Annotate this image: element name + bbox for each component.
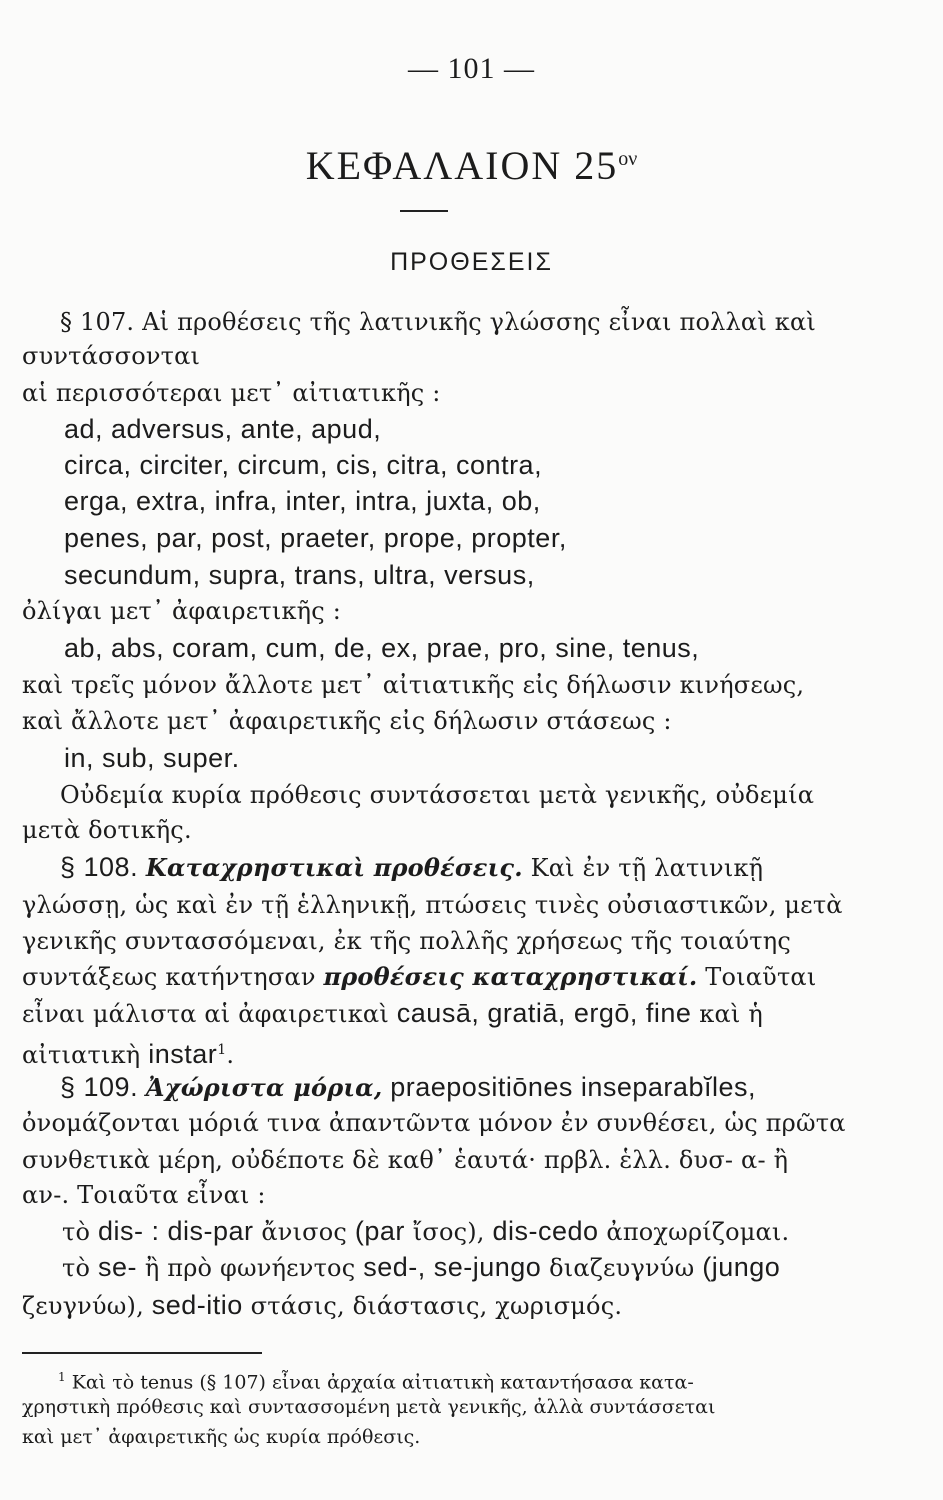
latin-term: dis- : dis-par: [97, 1216, 254, 1246]
paragraph-109-line: [62, 1216, 789, 1247]
text-run: στάσις, διάστασις, χωρισμός.: [250, 1292, 623, 1320]
paragraph-108-line: γενικῆς συντασσόμεναι, ἐκ τῆς πολλῆς χρήσεως τῆς τοιαύτης: [22, 927, 791, 955]
body-line: penes, par, post, praeter, prope, propter,: [64, 523, 567, 553]
body-line: § 107. Αἱ προθέσεις τῆς λατινικῆς γλώσσης εἶναι πολλαὶ καὶ: [60, 308, 816, 336]
body-line: erga, extra, infra, inter, intra, juxta, ob,: [64, 486, 541, 516]
paragraph-109-line: ὀνομάζονται μόριά τινα ἀπαντῶντα μόνον ἐν συνθέσει, ὡς πρῶτα: [22, 1109, 846, 1137]
text-run: ἢ πρὸ φωνήεντος: [144, 1254, 356, 1282]
text-run: .: [226, 1041, 235, 1069]
text-run: καὶ ἡ: [699, 1000, 763, 1028]
chapter-title-text: ΚΕΦΑΛΑΙΟΝ 25: [305, 143, 619, 188]
body-line: ad, adversus, ante, apud,: [64, 414, 382, 444]
chapter-title: [0, 142, 943, 189]
body-line: Οὐδεμία κυρία πρόθεσις συντάσσεται μετὰ γενικῆς, οὐδεμία: [60, 781, 815, 809]
latin-term: se-: [97, 1252, 137, 1282]
footnote-ref: 1: [217, 1042, 227, 1058]
text-run: ἄνισος: [261, 1218, 348, 1246]
footnote-line: χρηστικὴ πρόθεσις καὶ συντασσομένη μετὰ γενικῆς, ἀλλὰ συντάσσεται: [22, 1396, 716, 1418]
latin-term: dis-cedo: [492, 1216, 599, 1246]
text-run: ἀποχωρίζομαι.: [606, 1218, 790, 1246]
latin-term: causā, gratiā, ergō, fine: [396, 998, 692, 1028]
paragraph-109-line: αν-. Τοιαῦτα εἶναι :: [22, 1181, 266, 1209]
body-line: μετὰ δοτικῆς.: [22, 816, 192, 844]
section-title: ΠΡΟΘΕΣΕΙΣ: [390, 248, 553, 276]
latin-term: instar: [148, 1039, 218, 1069]
text-run: διαζευγνύω: [549, 1254, 695, 1282]
paragraph-109-line: [62, 1252, 780, 1283]
chapter-divider: [400, 210, 448, 212]
paragraph-109-line: [60, 1072, 756, 1103]
footnote-line: [58, 1364, 694, 1395]
text-run: Τοιαῦται: [705, 963, 817, 991]
text-run: τὸ: [62, 1218, 91, 1246]
paragraph-108-line: [22, 962, 816, 992]
text-run: ἴσος),: [412, 1218, 485, 1246]
body-line: circa, circiter, circum, cis, citra, contra,: [64, 450, 543, 480]
body-line: secundum, supra, trans, ultra, versus,: [64, 560, 535, 590]
footnote-text: Καὶ τὸ tenus (§ 107) εἶναι ἀρχαία αἰτιατικὴ καταντήσασα κατα-: [71, 1371, 694, 1394]
body-line: συντάσσονται: [22, 342, 201, 370]
latin-term: sed-, se-jungo: [363, 1252, 542, 1282]
latin-term: (par: [354, 1216, 405, 1246]
text-run: αἰτιατικὴ: [22, 1041, 141, 1069]
section-number: § 109.: [60, 1072, 139, 1102]
text-run: εἶναι μάλιστα αἱ ἀφαιρετικαὶ: [22, 1000, 389, 1028]
latin-term: praepositiōnes inseparabĭles,: [390, 1072, 756, 1102]
latin-term: sed-itio: [151, 1290, 243, 1320]
section-heading: Ἀχώριστα μόρια,: [145, 1073, 383, 1102]
body-line: αἱ περισσότεραι μετ᾽ αἰτιατικῆς :: [22, 379, 441, 407]
body-line: in, sub, super.: [64, 743, 240, 773]
page-number: — 101 —: [408, 52, 535, 85]
footnote-divider: [22, 1352, 262, 1354]
text-run: τὸ: [62, 1254, 91, 1282]
chapter-ordinal-suffix: ον: [618, 148, 638, 170]
latin-term: (jungo: [702, 1252, 781, 1282]
footnote-marker: 1: [58, 1370, 66, 1384]
paragraph-108-line: γλώσσῃ, ὡς καὶ ἐν τῇ ἑλληνικῇ, πτώσεις τινὲς οὐσιαστικῶν, μετὰ: [22, 891, 843, 919]
body-line: καὶ ἄλλοτε μετ᾽ ἀφαιρετικῆς εἰς δήλωσιν στάσεως :: [22, 707, 672, 735]
paragraph-108-line: [22, 998, 763, 1029]
body-line: ὀλίγαι μετ᾽ ἀφαιρετικῆς :: [22, 597, 341, 625]
paragraph-108-line: [60, 852, 763, 883]
section-number: § 108.: [60, 852, 139, 882]
text-run: Καὶ ἐν τῇ λατινικῇ: [530, 854, 764, 882]
section-heading: Καταχρηστικαὶ προθέσεις.: [145, 853, 523, 882]
paragraph-109-line: συνθετικὰ μέρη, οὐδέποτε δὲ καθ᾽ ἑαυτά· πρβλ. ἑλλ. δυσ- α- ἢ: [22, 1146, 789, 1174]
body-line: ab, abs, coram, cum, de, ex, prae, pro, sine, tenus,: [64, 633, 700, 663]
emphasis-text: προθέσεις καταχρηστικαί.: [323, 962, 698, 991]
text-run: συντάξεως κατήντησαν: [22, 963, 316, 991]
body-line: καὶ τρεῖς μόνον ἄλλοτε μετ᾽ αἰτιατικῆς εἰς δήλωσιν κινήσεως,: [22, 671, 805, 699]
paragraph-108-line: [22, 1035, 234, 1070]
text-run: ζευγνύω),: [22, 1292, 144, 1320]
footnote-line: καὶ μετ᾽ ἀφαιρετικῆς ὡς κυρία πρόθεσις.: [22, 1426, 421, 1448]
paragraph-109-line: [22, 1290, 622, 1321]
